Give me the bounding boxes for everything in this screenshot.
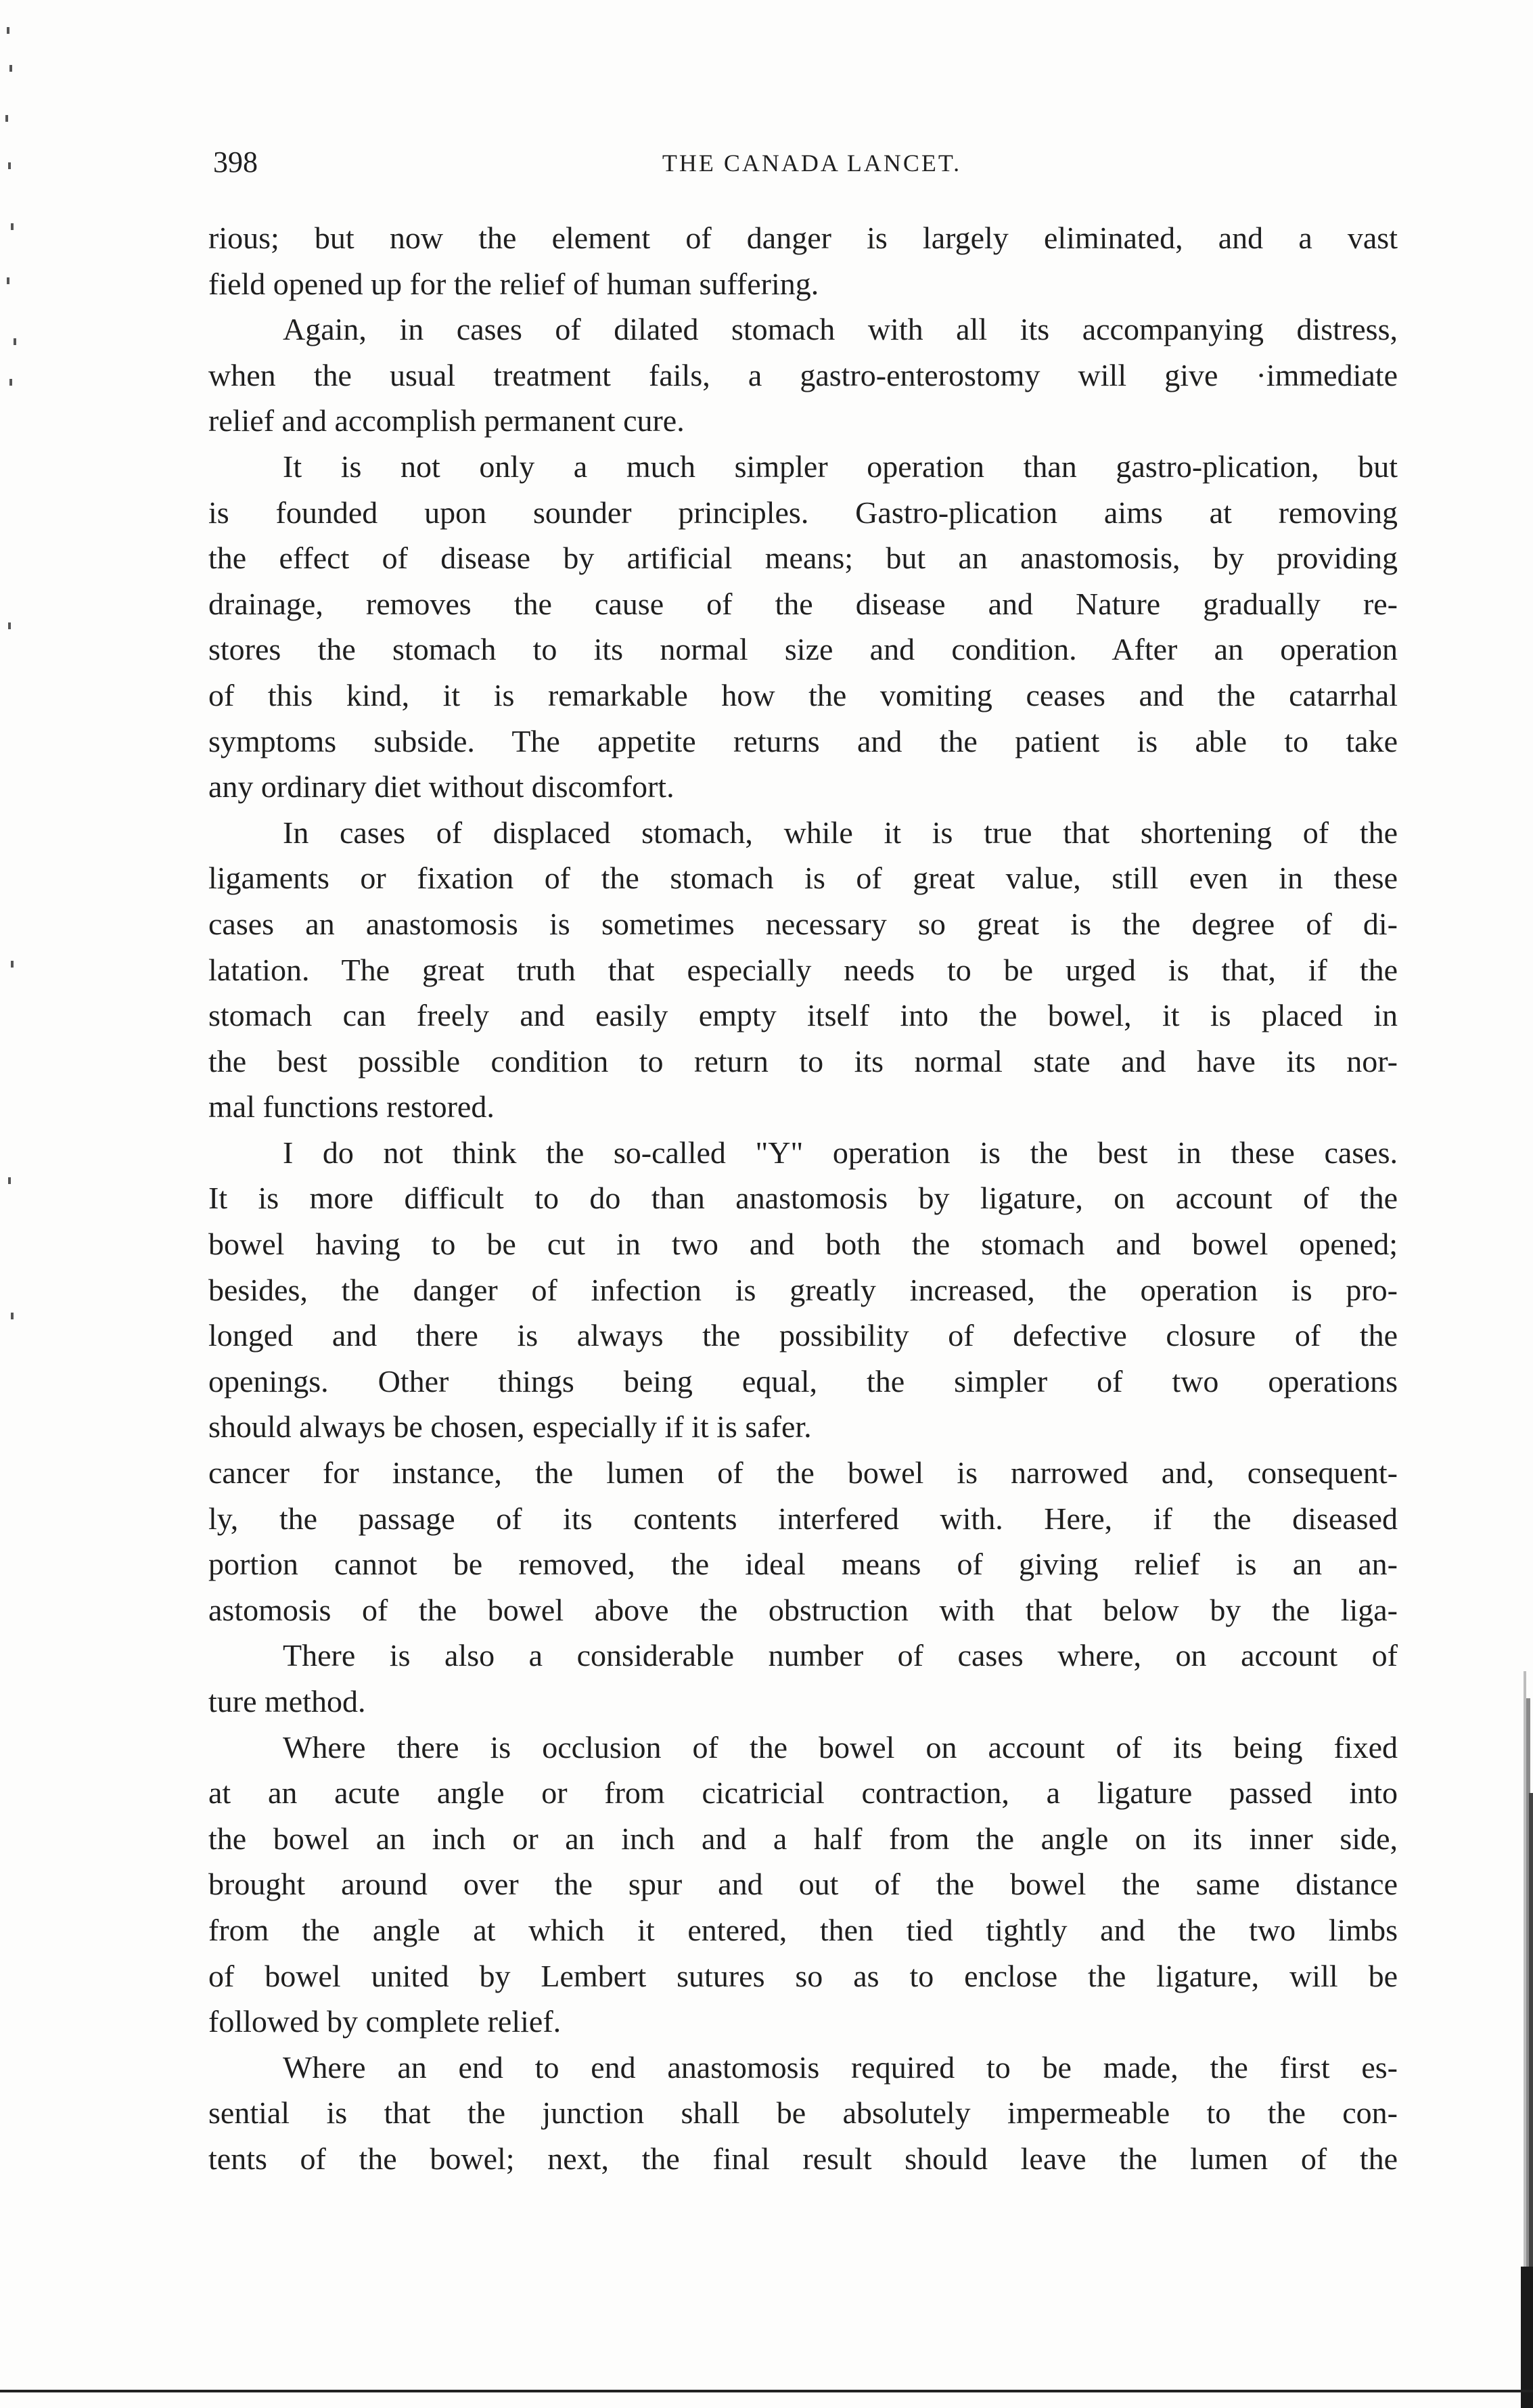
binding-shadow	[1503, 1671, 1533, 2408]
margin-speck	[11, 223, 14, 230]
text-line: I do not think the so-called "Y" operation is the best in these cases.	[283, 1135, 1398, 1170]
page-number: 398	[213, 145, 258, 179]
text-line: Again, in cases of dilated stomach with all its accompanying distress,	[283, 312, 1398, 347]
text-line: the bowel an inch or an inch and a half from the angle on its inner side,	[208, 1821, 1398, 1856]
margin-speck	[5, 115, 8, 122]
body-text	[208, 215, 1398, 2182]
text-line: There is also a considerable number of cases where, on account of	[283, 1638, 1398, 1673]
text-line: mal functions restored.	[208, 1089, 495, 1125]
text-line: sential is that the junction shall be absolutely impermeable to the con-	[208, 2095, 1398, 2131]
text-line: ture method.	[208, 1684, 366, 1719]
text-line: In cases of displaced stomach, while it is true that shortening of the	[283, 815, 1398, 850]
text-line: It is not only a much simpler operation than gastro-plication, but	[283, 449, 1398, 484]
text-line: should always be chosen, especially if it is safer.	[208, 1409, 812, 1445]
text-line: of bowel united by Lembert sutures so as to enclose the ligature, will be	[208, 1958, 1398, 1993]
text-line: at an acute angle or from cicatricial contraction, a ligature passed into	[208, 1775, 1398, 1811]
margin-speck	[7, 27, 9, 34]
text-line: the best possible condition to return to its normal state and have its nor-	[208, 1043, 1398, 1078]
text-line: ly, the passage of its contents interfered with. Here, if the diseased	[208, 1501, 1398, 1536]
text-line: openings. Other things being equal, the simpler of two operations	[208, 1363, 1398, 1399]
text-line: Where there is occlusion of the bowel on account of its being fixed	[283, 1729, 1398, 1765]
text-line: stores the stomach to its normal size and condition. After an operation	[208, 632, 1398, 667]
text-line: It is more difficult to do than anastomosis by ligature, on account of the	[208, 1181, 1398, 1216]
margin-speck	[14, 338, 16, 345]
running-head: THE CANADA LANCET.	[662, 150, 962, 177]
margin-speck	[8, 1177, 11, 1184]
text-line: any ordinary diet without discomfort.	[208, 769, 674, 804]
text-line: is founded upon sounder principles. Gastro-plication aims at removing	[208, 495, 1398, 530]
left-margin-specks	[0, 0, 41, 1489]
text-line: followed by complete relief.	[208, 2004, 562, 2039]
text-line: cases an anastomosis is sometimes necessary so great is the degree of di-	[208, 906, 1398, 941]
margin-speck	[9, 65, 12, 72]
text-line: drainage, removes the cause of the disease and Nature gradually re-	[208, 586, 1398, 621]
text-line: Where an end to end anastomosis required to be made, the first es-	[283, 2049, 1398, 2085]
margin-speck	[8, 162, 11, 169]
text-line: symptoms subside. The appetite returns and the patient is able to take	[208, 723, 1398, 758]
text-line: brought around over the spur and out of the bowel the same distance	[208, 1867, 1398, 1902]
text-line: stomach can freely and easily empty itself into the bowel, it is placed in	[208, 998, 1398, 1033]
text-line: cancer for instance, the lumen of the bowel is narrowed and, consequent-	[208, 1455, 1398, 1491]
text-line: of this kind, it is remarkable how the vomiting ceases and the catarrhal	[208, 677, 1398, 712]
text-line: besides, the danger of infection is greatly increased, the operation is pro-	[208, 1272, 1398, 1307]
text-line: relief and accomplish permanent cure.	[208, 403, 685, 438]
page-bottom-edge	[0, 2390, 1533, 2392]
margin-speck	[7, 277, 9, 284]
margin-speck	[9, 379, 12, 386]
text-line: from the angle at which it entered, then tied tightly and the two limbs	[208, 1912, 1398, 1947]
text-line: longed and there is always the possibility of defective closure of the	[208, 1318, 1398, 1353]
text-line: the effect of disease by artificial means; but an anastomosis, by providing	[208, 541, 1398, 576]
text-line: tents of the bowel; next, the final result should leave the lumen of the	[208, 2141, 1398, 2176]
text-line: portion cannot be removed, the ideal means of giving relief is an an-	[208, 1547, 1398, 1582]
page-header	[213, 145, 1411, 185]
margin-speck	[8, 622, 11, 629]
text-line: ligaments or fixation of the stomach is of great value, still even in these	[208, 861, 1398, 896]
text-line: when the usual treatment fails, a gastro-enterostomy will give ·immediate	[208, 357, 1398, 392]
margin-speck	[11, 961, 14, 968]
text-line: latation. The great truth that especially needs to be urged is that, if the	[208, 952, 1398, 987]
text-line: field opened up for the relief of human suffering.	[208, 266, 819, 301]
text-line: astomosis of the bowel above the obstruction with that below by the liga-	[208, 1592, 1398, 1627]
text-line: bowel having to be cut in two and both the stomach and bowel opened;	[208, 1227, 1398, 1262]
margin-speck	[11, 1313, 14, 1319]
text-line: rious; but now the element of danger is largely eliminated, and a vast	[208, 221, 1398, 255]
